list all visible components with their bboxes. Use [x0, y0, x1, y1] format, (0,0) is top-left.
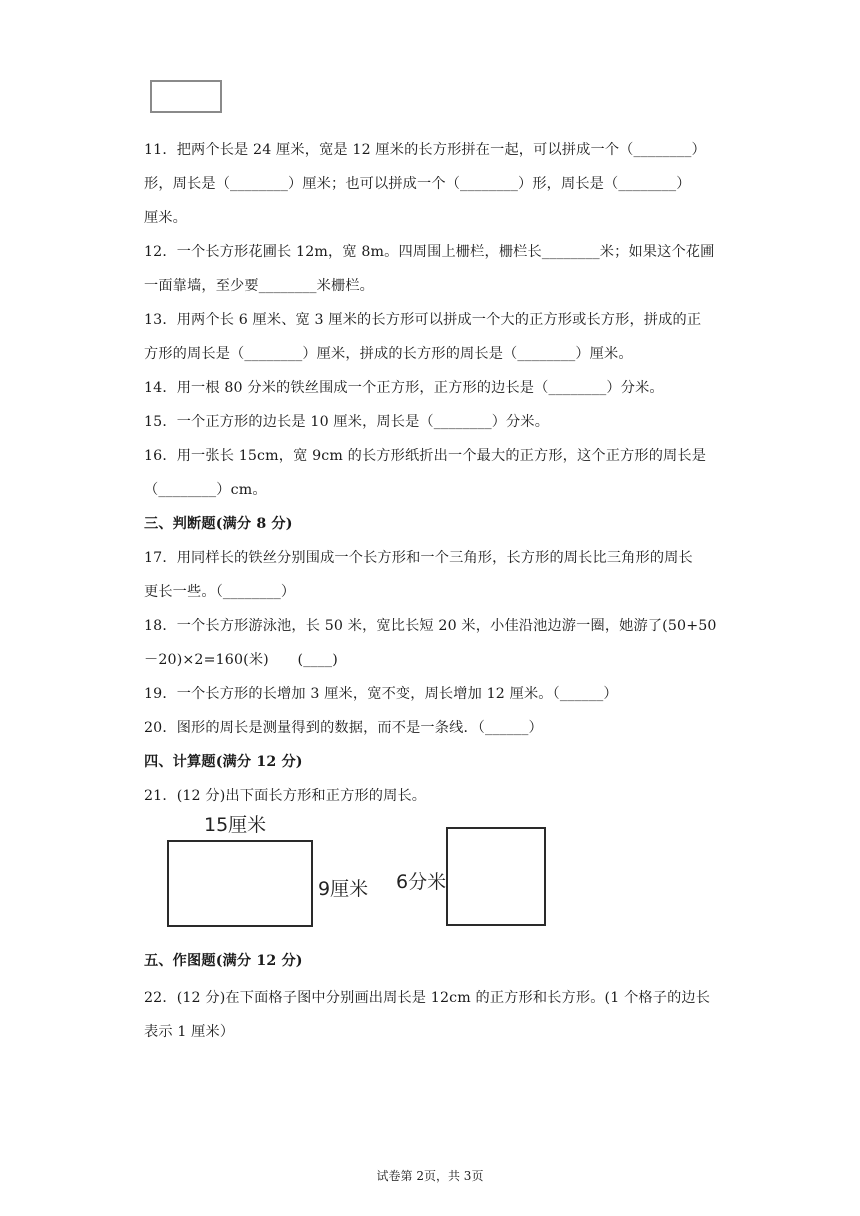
q12-line1: 12．一个长方形花圃长 12m，宽 8m。四周围上栅栏，栅栏长________米；如果这个花圃: [144, 244, 715, 260]
q13-line2: 方形的周长是（________）厘米，拼成的长方形的周长是（________）厘米。: [144, 346, 633, 362]
q22-line1: 22．(12 分)在下面格子图中分别画出周长是 12cm 的正方形和长方形。(1 个格子的边长: [144, 990, 711, 1006]
q11-line3: 厘米。: [144, 210, 188, 226]
section-3-heading: 三、判断题(满分 8 分): [144, 516, 293, 532]
q16-line2: （________）cm。: [144, 482, 267, 498]
q20-line1: 20．图形的周长是测量得到的数据，而不是一条线．（______）: [144, 720, 543, 736]
q17-line2: 更长一些。（________）: [144, 584, 296, 600]
q14-line1: 14．用一根 80 分米的铁丝围成一个正方形，正方形的边长是（________）分米。: [144, 380, 664, 396]
page-footer: 试卷第 2页，共 3页: [376, 1169, 484, 1183]
q16-line1: 16．用一张长 15cm，宽 9cm 的长方形纸折出一个最大的正方形，这个正方形的周长是: [144, 448, 707, 464]
q15-line1: 15．一个正方形的边长是 10 厘米，周长是（________）分米。: [144, 414, 550, 430]
q22-line2: 表示 1 厘米）: [144, 1024, 235, 1040]
rectangle-figure-top: [150, 80, 222, 113]
section-5-heading: 五、作图题(满分 12 分): [144, 953, 303, 969]
q11-line1: 11．把两个长是 24 厘米，宽是 12 厘米的长方形拼在一起，可以拼成一个（________）: [144, 142, 706, 158]
q12-line2: 一面靠墙，至少要________米栅栏。: [144, 278, 375, 294]
rect-height-label: 9厘米: [318, 878, 369, 900]
square-figure: [446, 827, 546, 926]
rectangle-figure: [167, 840, 313, 927]
q13-line1: 13．用两个长 6 厘米、宽 3 厘米的长方形可以拼成一个大的正方形或长方形，拼成的正: [144, 312, 702, 328]
section-4-heading: 四、计算题(满分 12 分): [144, 754, 303, 770]
q11-line2: 形，周长是（________）厘米；也可以拼成一个（________）形，周长是（________）: [144, 176, 691, 192]
q18-line2: －20)×2=160(米) (____): [144, 652, 338, 668]
q21-line1: 21．(12 分)出下面长方形和正方形的周长。: [144, 788, 427, 804]
q18-line1: 18．一个长方形游泳池，长 50 米，宽比长短 20 米，小佳沿池边游一圈，她游了(50+50: [144, 618, 717, 634]
q19-line1: 19．一个长方形的长增加 3 厘米，宽不变，周长增加 12 厘米。（______）: [144, 686, 618, 702]
rect-width-label: 15厘米: [204, 814, 267, 836]
square-side-label: 6分米: [396, 871, 447, 893]
q17-line1: 17．用同样长的铁丝分别围成一个长方形和一个三角形，长方形的周长比三角形的周长: [144, 550, 693, 566]
